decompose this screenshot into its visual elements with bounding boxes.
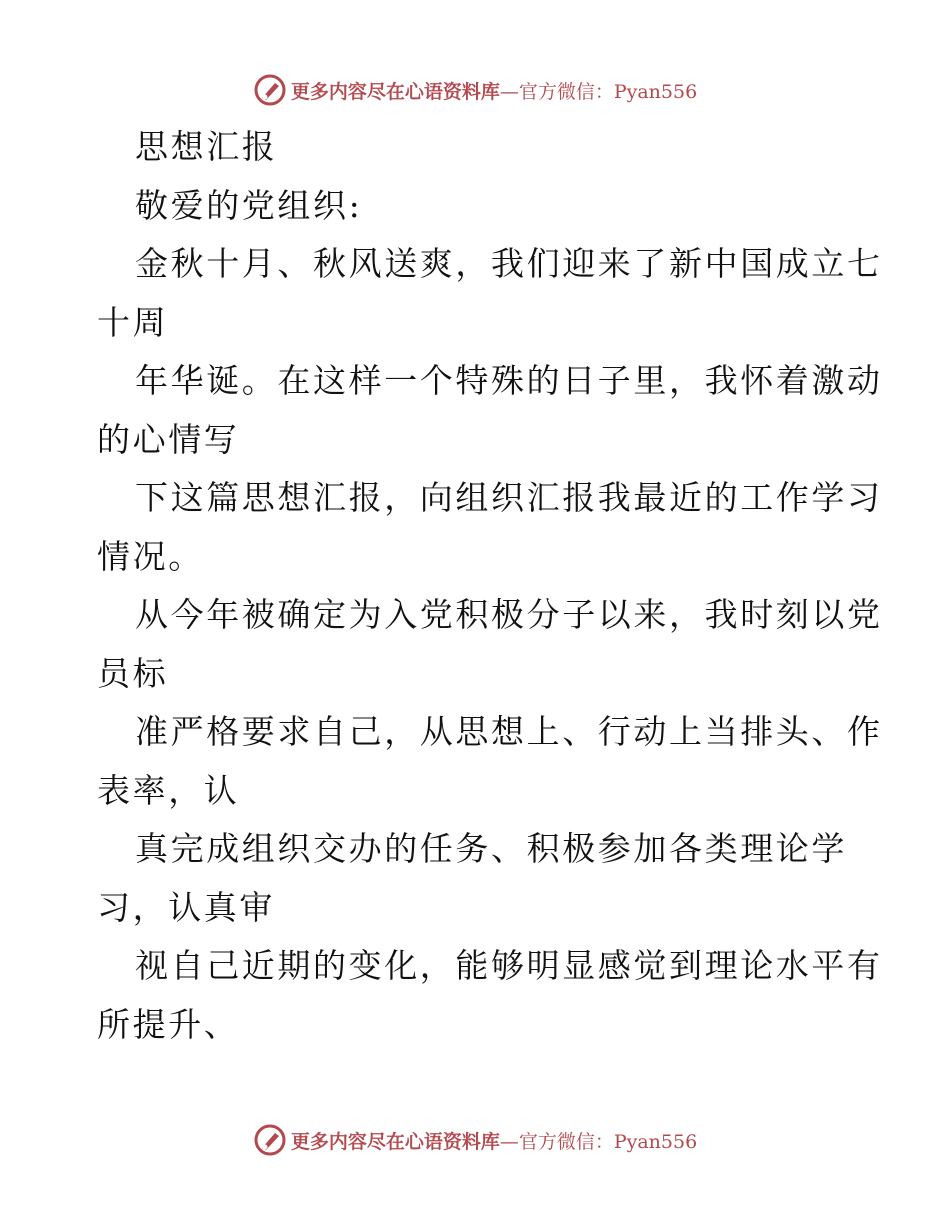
footer-banner xyxy=(0,1120,950,1160)
document-title: 思想汇报 xyxy=(135,127,278,166)
text-line: 从今年被确定为入党积极分子以来，我时刻以党 xyxy=(135,595,883,634)
banner-text: 更多内容尽在心语资料库 xyxy=(290,1130,500,1153)
text-line: 员标 xyxy=(97,653,169,693)
text-line: 的心情写 xyxy=(97,419,240,459)
text-line: 表率，认 xyxy=(97,770,240,810)
document-body xyxy=(97,118,883,1054)
text-line: 敬爱的党组织: xyxy=(135,185,363,225)
text-line: 习，认真审 xyxy=(97,887,275,927)
text-line: 真完成组织交办的任务、积极参加各类理论学 xyxy=(135,829,847,868)
header-banner xyxy=(0,70,950,110)
text-line: 情况。 xyxy=(97,536,204,576)
text-line: 金秋十月、秋风送爽，我们迎来了新中国成立七 xyxy=(135,244,883,283)
banner-text: 更多内容尽在心语资料库 xyxy=(290,80,500,103)
text-line: 视自己近期的变化，能够明显感觉到理论水平有 xyxy=(135,946,883,985)
text-line: 准严格要求自己，从思想上、行动上当排头、作 xyxy=(135,712,883,751)
banner-wechat: —官方微信：Pyan556 xyxy=(499,80,698,103)
text-line: 十周 xyxy=(97,302,169,342)
text-line: 年华诞。在这样一个特殊的日子里，我怀着激动 xyxy=(135,361,883,400)
text-line: 所提升、 xyxy=(97,1004,240,1044)
banner-wechat: —官方微信：Pyan556 xyxy=(499,1130,698,1153)
pen-logo-icon xyxy=(253,73,287,107)
pen-logo-icon xyxy=(253,1123,287,1157)
text-line: 下这篇思想汇报，向组织汇报我最近的工作学习 xyxy=(135,478,883,517)
